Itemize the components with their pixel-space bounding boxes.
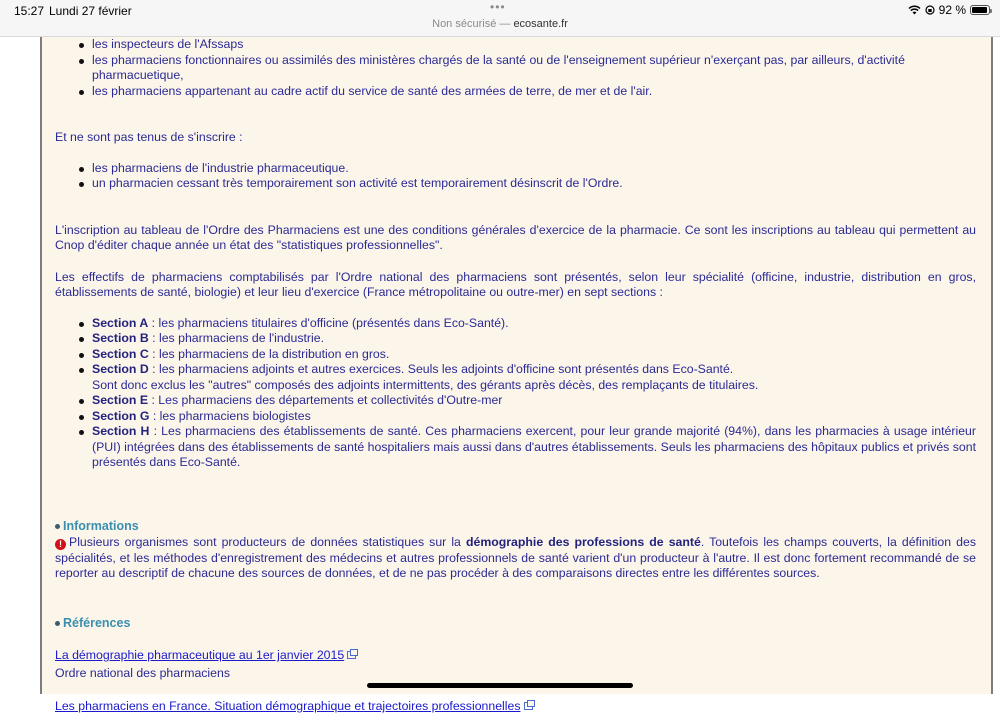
section-e: Section E : Les pharmaciens des départements et collectivités d'Outre-mer	[55, 393, 976, 409]
reference-link[interactable]: La démographie pharmaceutique au 1er janvier 2015	[55, 648, 345, 662]
sections-list	[55, 316, 976, 471]
reference-source: Ordre national des pharmaciens	[55, 665, 230, 680]
informations-heading: Informations	[55, 519, 976, 535]
url-host: ecosante.fr	[513, 18, 568, 30]
rotation-lock-icon	[925, 5, 935, 15]
battery-percent: 92 %	[938, 3, 966, 17]
not-required-intro: Et ne sont pas tenus de s'inscrire :	[55, 130, 243, 144]
warning-icon: !	[55, 539, 66, 550]
bullet-icon	[55, 621, 60, 626]
section-b: Section B : les pharmaciens de l'industrie.	[55, 331, 976, 347]
section-g: Section G : les pharmaciens biologistes	[55, 409, 976, 425]
not-required-list	[55, 161, 976, 192]
address-bar[interactable]	[0, 18, 1000, 30]
section-a: Section A : les pharmaciens titulaires d'officine (présentés dans Eco-Santé).	[55, 316, 976, 332]
references-heading: Références	[55, 616, 976, 632]
security-label: Non sécurisé —	[432, 18, 514, 30]
external-link-icon[interactable]	[347, 651, 356, 659]
status-time: 15:27	[14, 4, 45, 18]
ios-status-bar	[0, 0, 1000, 37]
external-link-icon[interactable]	[524, 702, 533, 710]
reference-item	[55, 648, 976, 681]
list-item: les pharmaciens appartenant au cadre actif du service de santé des armées de terre, de mer et de l'air.	[55, 84, 976, 100]
list-item: un pharmacien cessant très temporairement son activité est temporairement désinscrit de l'Ordre.	[55, 176, 976, 192]
list-item: les pharmaciens fonctionnaires ou assimilés des ministères chargés de la santé ou de l'enseignement supérieur n'exerçant pas, par ailleurs, d'activité pharmacuetique,	[55, 53, 976, 84]
section-d: Section D : les pharmaciens adjoints et autres exercices. Seuls les adjoints d'officine sont présentés dans Eco-Santé. Sont donc exclus les "autres" composés des adjoints intermittents, des gérants après décès, des remplaçants de titulaires.	[55, 362, 976, 393]
list-item: les inspecteurs de l'Afssaps	[55, 37, 976, 53]
status-indicators	[908, 3, 990, 17]
home-indicator[interactable]	[367, 683, 633, 688]
multitasking-dots-icon[interactable]: •••	[490, 0, 506, 14]
bullet-icon	[55, 524, 60, 529]
status-date: Lundi 27 février	[49, 4, 132, 18]
list-item: les pharmaciens de l'industrie pharmaceutique.	[55, 161, 976, 177]
informations-text: ! Plusieurs organismes sont producteurs de données statistiques sur la démographie des professions de santé. Toutefois les champs couverts, la définition des spécialités, et les méthodes d'enregistrement des médecins et autres professionnels de santé varient d'un producteur à l'autre. Il est donc fortement recommandé de se reporter au descriptif de chacune des sources de données, et de ne pas procéder à des comparaisons directes entre les différentes sources.	[55, 535, 976, 580]
battery-icon	[970, 5, 990, 15]
inscription-paragraph: L'inscription au tableau de l'Ordre des Pharmaciens est une des conditions générales d'exercice de la pharmacie. Ce sont les inscriptions au tableau qui permettent au Cnop d'éditer chaque année un état des "statistiques professionnelles".	[55, 222, 976, 252]
reference-item	[55, 699, 976, 715]
section-c: Section C : les pharmaciens de la distribution en gros.	[55, 347, 976, 363]
section-h: Section H : Les pharmaciens des établissements de santé. Ces pharmaciens exercent, pour leur grande majorité (94%), dans les pharmacies à usage intérieur (PUI) intégrées dans des établissements de santé hospitaliers mais aussi dans d'autres établissements. Seuls les pharmaciens des hôpitaux publics et privés sont présentés dans Eco-Santé.	[55, 424, 976, 471]
registered-list	[55, 37, 976, 99]
article-content	[40, 37, 993, 713]
effectifs-paragraph: Les effectifs de pharmaciens comptabilisés par l'Ordre national des pharmaciens sont présentés, selon leur spécialité (officine, industrie, distribution en gros, établissements de santé, biologie) et leur lieu d'exercice (France métropolitaine ou outre-mer) en sept sections :	[55, 269, 976, 299]
reference-link[interactable]: Les pharmaciens en France. Situation démographique et trajectoires professionnelles	[55, 699, 521, 713]
wifi-icon	[908, 5, 921, 15]
